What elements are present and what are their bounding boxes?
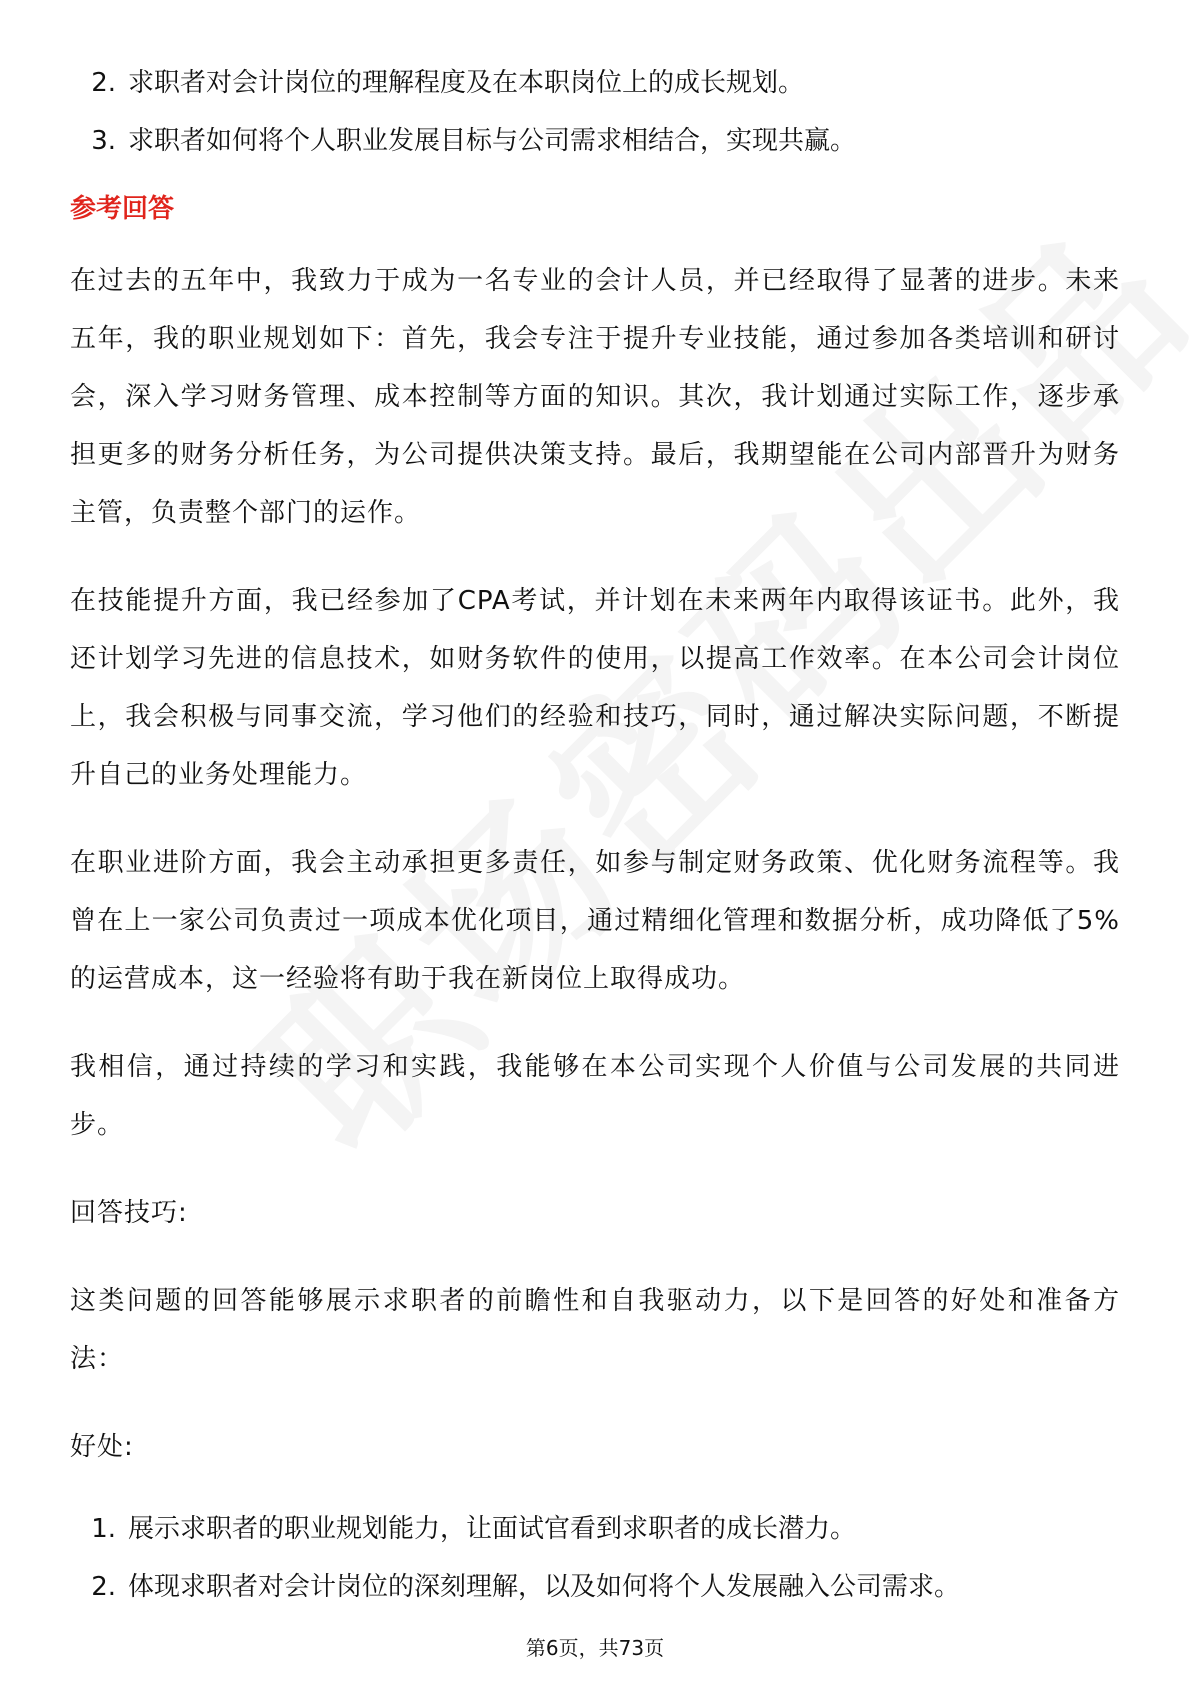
list-text: 体现求职者对会计岗位的深刻理解，以及如何将个人发展融入公司需求。	[128, 1572, 961, 1602]
list-item	[70, 1500, 1120, 1558]
list-number: 1.	[91, 1514, 116, 1544]
benefits-list	[70, 1500, 1120, 1616]
answer-paragraph: 在技能提升方面，我已经参加了CPA考试，并计划在未来两年内取得该证书。此外，我还计划学习先进的信息技术，如财务软件的使用，以提高工作效率。在本公司会计岗位上，我会积极与同事交流，学习他们的经验和技巧，同时，通过解决实际问题，不断提升自己的业务处理能力。	[70, 586, 1120, 790]
list-number: 3.	[91, 126, 116, 156]
document-body	[70, 54, 1120, 1616]
list-text: 求职者如何将个人职业发展目标与公司需求相结合，实现共赢。	[128, 126, 857, 156]
answer-paragraph: 在过去的五年中，我致力于成为一名专业的会计人员，并已经取得了显著的进步。未来五年，我的职业规划如下：首先，我会专注于提升专业技能，通过参加各类培训和研讨会，深入学习财务管理、成本控制等方面的知识。其次，我计划通过实际工作，逐步承担更多的财务分析任务，为公司提供决策支持。最后，我期望能在公司内部晋升为财务主管，负责整个部门的运作。	[70, 266, 1120, 528]
tips-heading: 回答技巧:	[70, 1198, 188, 1228]
answer-paragraph: 我相信，通过持续的学习和实践，我能够在本公司实现个人价值与公司发展的共同进步。	[70, 1052, 1120, 1140]
question-list-top	[70, 54, 1120, 170]
tips-paragraph: 这类问题的回答能够展示求职者的前瞻性和自我驱动力，以下是回答的好处和准备方法：	[70, 1286, 1120, 1374]
list-item	[70, 54, 1120, 112]
answer-paragraph: 在职业进阶方面，我会主动承担更多责任，如参与制定财务政策、优化财务流程等。我曾在上一家公司负责过一项成本优化项目，通过精细化管理和数据分析，成功降低了5%的运营成本，这一经验将有助于我在新岗位上取得成功。	[70, 848, 1120, 994]
list-text: 求职者对会计岗位的理解程度及在本职岗位上的成长规划。	[128, 68, 805, 98]
list-text: 展示求职者的职业规划能力，让面试官看到求职者的成长潜力。	[128, 1514, 857, 1544]
section-heading: 参考回答	[70, 194, 175, 224]
list-number: 2.	[91, 68, 116, 98]
benefits-heading: 好处:	[70, 1432, 134, 1462]
list-item	[70, 112, 1120, 170]
list-number: 2.	[91, 1572, 116, 1602]
page-footer: 第6页，共73页	[525, 1636, 665, 1660]
list-item	[70, 1558, 1120, 1616]
